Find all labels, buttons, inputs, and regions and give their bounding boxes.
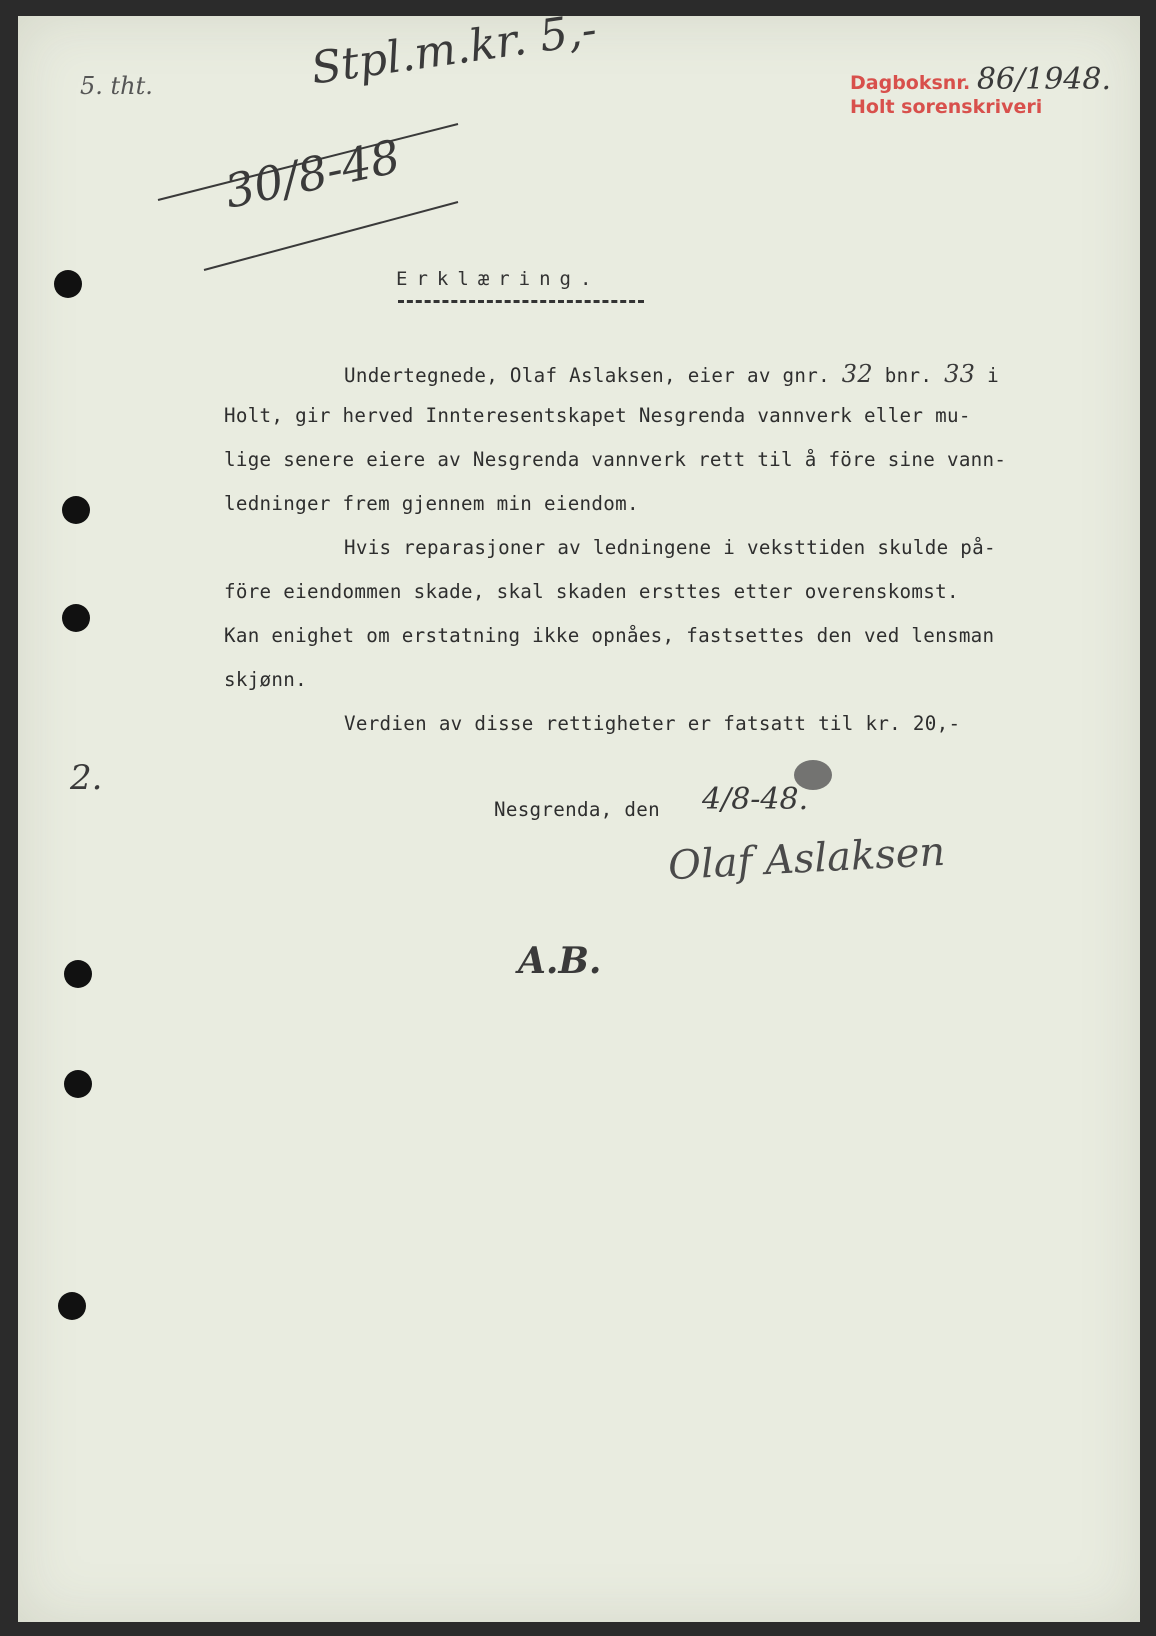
margin-number: 2. bbox=[70, 758, 103, 798]
body-line-6: före eiendommen skade, skal skaden ersttes etter overenskomst. bbox=[224, 580, 959, 603]
margin-note: 5. tht. bbox=[80, 72, 153, 100]
p1-end: i bbox=[987, 364, 999, 387]
binder-hole bbox=[64, 1070, 92, 1098]
body-line-9: Verdien av disse rettigheter er fatsatt til kr. 20,- bbox=[344, 712, 961, 735]
gnr-value: 32 bbox=[841, 360, 873, 388]
bnr-label: bnr. bbox=[884, 364, 933, 387]
body-line-3: lige senere eiere av Nesgrenda vannverk rett til å före sine vann- bbox=[224, 448, 1007, 471]
stamp-number: 86/1948. bbox=[976, 62, 1111, 97]
stamp-label: Dagboksnr. bbox=[850, 72, 971, 94]
body-line-8: skjønn. bbox=[224, 668, 307, 691]
binder-hole bbox=[54, 270, 82, 298]
place-date-label: Nesgrenda, den bbox=[494, 798, 660, 821]
binder-hole bbox=[62, 496, 90, 524]
body-line-5: Hvis reparasjoner av ledningene i veksttiden skulde på- bbox=[344, 536, 996, 559]
binder-hole bbox=[64, 960, 92, 988]
bnr-value: 33 bbox=[944, 360, 976, 388]
stamp-line-1 bbox=[850, 62, 1111, 97]
fee-note: Stpl.m.kr. 5,- bbox=[308, 3, 600, 95]
binder-hole bbox=[62, 604, 90, 632]
body-line-7: Kan enighet om erstatning ikke opnåes, fastsettes den ved lensman bbox=[224, 624, 995, 647]
body-line-4: ledninger frem gjennem min eiendom. bbox=[224, 492, 639, 515]
date-note: 30/8-48 bbox=[220, 129, 405, 219]
registry-stamp bbox=[850, 62, 1111, 119]
body-line-2: Holt, gir herved Innteresentskapet Nesgrenda vannverk eller mu- bbox=[224, 404, 971, 427]
body-line-1 bbox=[344, 360, 999, 388]
signature: Olaf Aslaksen bbox=[666, 828, 947, 890]
document-title: Erklæring. bbox=[396, 268, 601, 290]
title-underline bbox=[398, 300, 644, 303]
initials: A.B. bbox=[518, 940, 602, 982]
document-page bbox=[18, 3, 1140, 1622]
date-handwritten: 4/8-48. bbox=[702, 782, 809, 817]
binder-hole bbox=[58, 1292, 86, 1320]
stamp-line-2: Holt sorenskriveri bbox=[850, 96, 1043, 118]
p1-start: Undertegnede, Olaf Aslaksen, eier av gnr. bbox=[344, 364, 830, 387]
